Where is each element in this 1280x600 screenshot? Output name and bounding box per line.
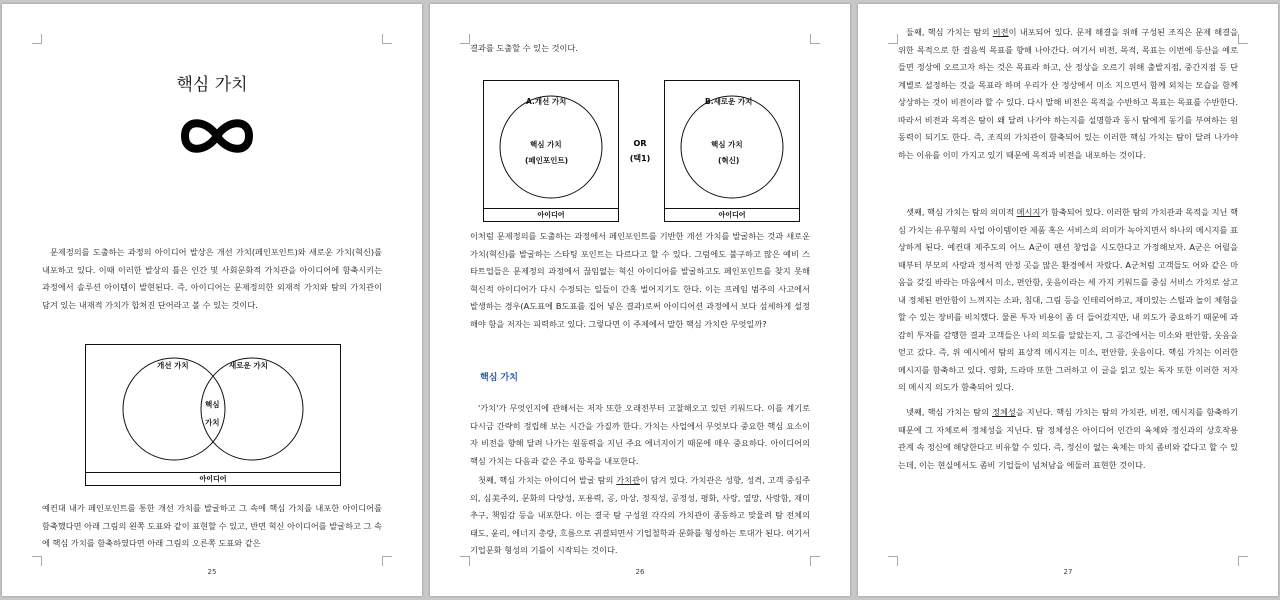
body-paragraph: '가치'가 무엇인지에 관해서는 저자 또한 오래전부터 고찰해오고 있던 키워드다. 이를 계기로 다시금 간략히 정립해 보는 시간을 가질까 한다. 가치는 사업에서 무엇보다 중요한 핵심 요소이자 비전을 향해 달려 나가는 원동력을 지닌 주요 에너지이기 때문에 매우 중요하다. 아이디어의 핵심 가치는 다음과 같은 주요 항목을 내포한다. — [470, 403, 810, 466]
underlined-term: 가치관 — [616, 475, 640, 485]
page-title: 핵심 가치 — [176, 75, 248, 95]
figure-b — [664, 80, 800, 222]
figure-a-title: A.개선 가치 — [526, 97, 567, 106]
body-line: 결과를 도출할 수 있는 것이다. — [470, 43, 578, 53]
body-paragraph: 예컨대 내가 페인포인트를 통한 개선 가치를 발굴하고 그 속에 핵심 가치를 내포한 아이디어를 함축했다면 아래 그림의 왼쪽 도표와 같이 표현할 수 있고, 반면 혁신 아이디어를 발굴하고 그 속에 핵심 가치를 함축하였다면 아래 그림의 오른쪽 도표와 같은 — [42, 503, 382, 548]
crop-mark — [460, 556, 470, 566]
body-paragraph: 넷째, 핵심 가치는 탐의 정체성을 지닌다. 핵심 가치는 탐의 가치관, 비전, 메시지를 함축하기 때문에 그 자체로써 정체성을 지닌다. 탐 정체성은 아이디어 인간의 육체와 정신과의 상호작용 관계 속 정신에 해당한다고 비유할 수 있다. 즉, 정신이 없는 육체는 마치 좀비와 같다고 할 수 있는데, 이는 현실에서도 좀비 기업들이 넘쳐남을 에둘러 표현한 것이다. — [898, 407, 1238, 470]
venn-left-label: 개선 가치 — [157, 361, 189, 370]
underlined-term: 비전 — [992, 27, 1009, 37]
figure-b-inner: 핵심 가치 — [711, 140, 743, 149]
or-text: OR — [633, 139, 647, 148]
crop-mark — [810, 34, 820, 44]
crop-mark — [888, 34, 898, 44]
crop-mark — [888, 556, 898, 566]
figure-b-inner: (혁신) — [718, 156, 740, 165]
crop-mark — [32, 34, 42, 44]
figure-a-inner: (페인포인트) — [525, 156, 569, 165]
crop-mark — [810, 556, 820, 566]
venn-center-label: 핵심 — [205, 400, 220, 409]
body-paragraph: 첫째, 핵심 가치는 아이디어 발굴 탐의 가치관이 담겨 있다. 가치관은 성향, 성격, 고객 중심주의, 심美주의, 문화의 다양성, 포용력, 공, 마상, 정직성, 공정성, 평화, 사랑, 열망, 사랑함, 재미 추구, 책임감 등을 내포한다. 이는 결국 탐 구성원 각각의 가치관이 종동하고 맞물려 탐 전체의 태도, 윤리, 에너지 총량, 흐름으로 귀결되면서 기업철학과 문화를 형성하는 토대가 된다. 여기서 기업문화 형성의 기틀이 시작되는 것이다. — [470, 475, 810, 555]
crop-mark — [460, 34, 470, 44]
page-number: 27 — [1063, 568, 1073, 576]
venn-diagram — [85, 344, 341, 486]
venn-right-label: 새로운 가치 — [229, 361, 268, 370]
idea-bar: 아이디어 — [86, 472, 340, 485]
page-26 — [430, 4, 850, 596]
crop-mark — [32, 556, 42, 566]
crop-mark — [382, 34, 392, 44]
underlined-term: 메시지 — [1016, 207, 1041, 217]
page-number: 26 — [635, 568, 645, 576]
body-paragraph: 둘째, 핵심 가치는 탐의 비전이 내포되어 있다. 문제 해결을 위해 구성된 조직은 문제 해결을 위한 목적으로 한 걸음씩 목표를 향해 나아간다. 여기서 비전, 목적, 목표는 이번에 등산을 예로 들면 정상에 오르고자 하는 것은 목표라 하고, 산 정상을 오르기 위해 출발지점, 중간지점 등 단계별로 설정하는 것을 목표라 하며 우리가 산 정상에서 미소 지으면서 함께 외치는 모습을 함께 상상하는 것이 비전이라 할 수 있다. 다시 말해 비전은 목적을 수반하고 목표는 목표를 수반한다. 따라서 비전과 목적은 탐이 왜 달려 나가야 하는지를 설명함과 동시 탐에게 동기를 부여하는 원동력이 되기도 한다. 즉, 조직의 가치관이 함축되어 있는 이러한 핵심 가치는 탐이 달려 나가야 하는 이유를 이미 가지고 있기 때문에 목적과 비전을 내포하는 것이다. — [898, 27, 1238, 160]
body-paragraph: 셋째, 핵심 가치는 탐의 의미적 메시지가 함축되어 있다. 이러한 탐의 가치관과 목적을 지닌 핵심 가치는 유무형의 사업 아이템이란 제품 혹은 서비스의 의미가 녹아지면서 하나의 메시지를 표상하게 된다. 예컨대 제주도의 어느 A군이 펜션 창업을 시도한다고 가정해보자. A군은 어릴을 때부터 부모의 사랑과 정서적 안정 곳을 많은 환경에서 자랐다. A군처럼 고객들도 어와 같은 마음을 갖길 바라는 마음에서 미소, 편안함, 웃음이라는 세 가지 키워드를 중심 서비스 가치로 삼고 내 정체된 편안함이 느껴지는 소파, 침대, 그림 등을 인테리어하고, 재미있는 스틸과 놀이 체험을 할 수 있는 장비를 비치했다. 물론 투자 비용이 좀 더 들어갔지만, 내 의도가 중요하기 때문에 과감히 투자를 감행한 결과 고객들은 나의 의도를 알았는지, 그 공간에서는 미소와 편안함, 웃음을 얻고 갔다. 즉, 위 예시에서 탐의 표상적 메시지는 미소, 편안함, 웃음이다. 핵심 가치는 이러한 메시지를 함축하고 있다. 영화, 드라마 또한 그러하고 이 글을 읽고 있는 독자 또한 이러한 저자의 메시지 의도가 함축되어 있다. — [898, 207, 1238, 392]
idea-bar: 아이디어 — [484, 208, 618, 221]
section-heading: 핵심 가치 — [480, 373, 518, 383]
underlined-term: 정체성 — [992, 407, 1016, 417]
crop-mark — [1238, 34, 1248, 44]
body-paragraph: 이처럼 문제정의를 도출하는 과정에서 페인포인트를 기반한 개선 가치를 발굴하는 것과 새로운 가치(혁신)를 발굴하는 스타팅 포인트는 다르다고 할 수 있다. 그럼에도 불구하고 많은 예비 스타트업들은 문제정의 과정에서 끊임없는 혁신 아이디어를 발굴하고도 페인포인트를 찾지 못해 혁신적 아이디어가 다시 수정되는 일들이 간혹 벌어지기도 한다. 이는 프레임 범주의 사고에서 발생하는 경우(A도표에 B도표를 집어 넣은 결과)로써 아이디어션 과정에서 보다 섬세하게 설정해야 함을 저자는 피력하고 있다. 그렇다면 이 주제에서 말한 핵심 가치란 무엇일까? — [470, 231, 810, 329]
venn-center-label: 가치 — [205, 418, 220, 427]
figure-a — [483, 80, 619, 222]
page-27 — [858, 4, 1278, 596]
or-sub: (택1) — [629, 154, 651, 163]
figure-a-inner: 핵심 가치 — [530, 140, 562, 149]
page-25 — [2, 4, 422, 596]
figure-b-title: B.새로운 가치 — [705, 97, 753, 106]
infinity-icon — [177, 104, 257, 168]
or-label — [628, 136, 652, 166]
idea-bar: 아이디어 — [665, 208, 799, 221]
crop-mark — [1238, 556, 1248, 566]
page-number: 25 — [207, 568, 217, 576]
body-paragraph: 문제정의를 도출하는 과정의 아이디어 발상은 개선 가치(페인포인트)와 새로운 가치(혁신)를 내포하고 있다. 이때 이러한 발상의 틀은 인간 및 사회문화적 가치관을 아이디어에 함축시키는 과정에서 솔루션 아이템이 발현된다. 즉, 아이디어는 문제정의한 외재적 가치와 탐의 가치관이 담겨 있는 내재적 가치가 합쳐진 단어라고 볼 수 있는 것이다. — [42, 247, 382, 310]
crop-mark — [382, 556, 392, 566]
